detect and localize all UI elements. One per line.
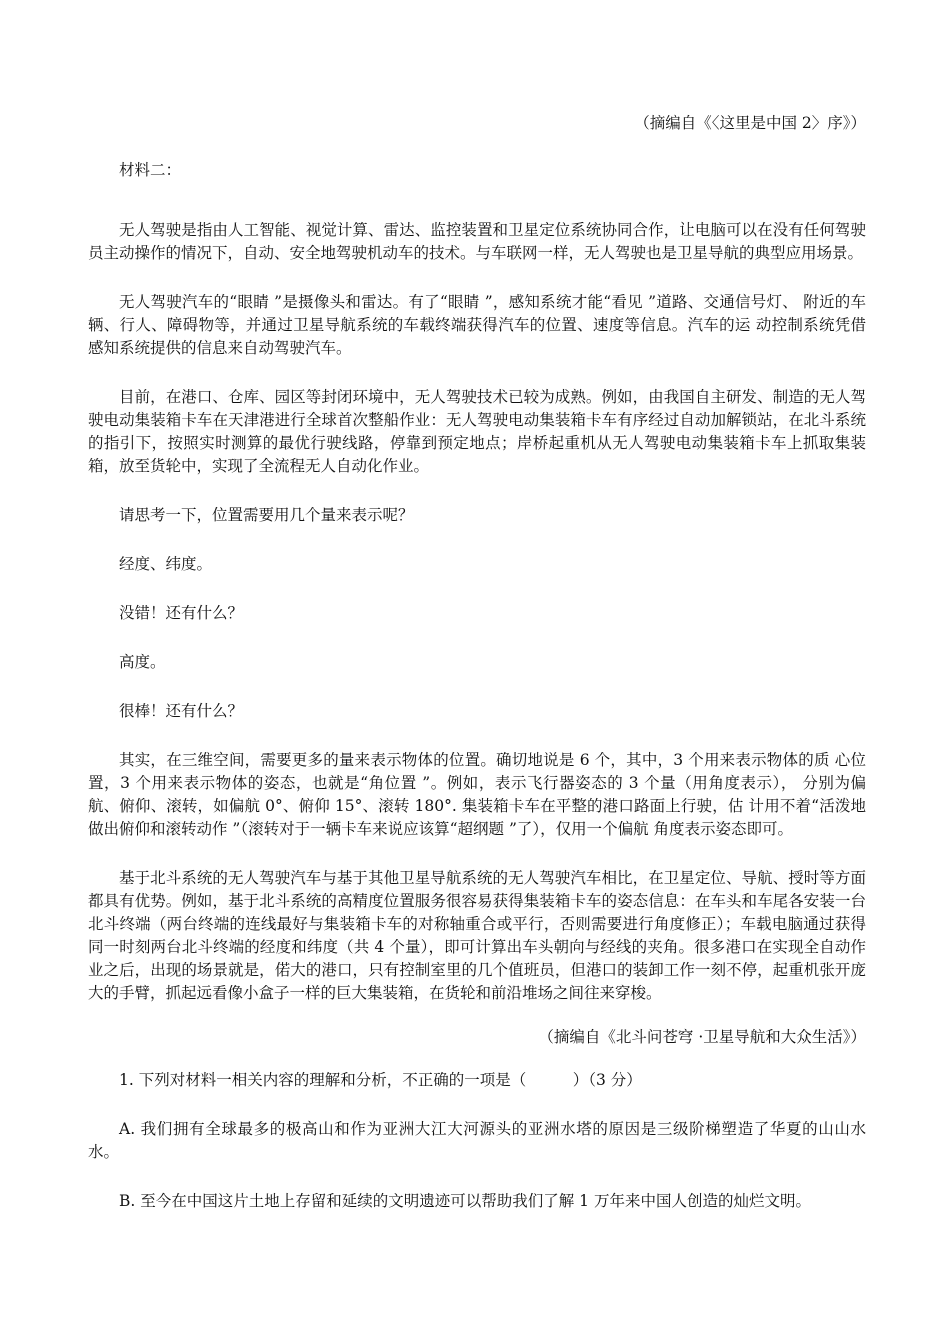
body-paragraph-3: 目前，在港口、仓库、园区等封闭环境中，无人驾驶技术已较为成熟。例如，由我国自主研发、制造的无人驾驶电动集装箱卡车在天津港进行全球首次整船作业：无人驾驶电动集装箱卡车有序经过自动加解锁站，在北斗系统的指引下，按照实时测算的最优行驶线路，停靠到预定地点；岸桥起重机从无人驾驶电动集装箱卡车上抓取集装箱，放至货轮中，实现了全流程无人自动化作业。 bbox=[88, 388, 866, 475]
body-paragraph-2: 无人驾驶汽车的“眼睛 ”是摄像头和雷达。有了“眼睛 ”，感知系统才能“看见 ”道路、交通信号灯、 附近的车辆、行人、障碍物等，并通过卫星导航系统的车载终端获得汽车的位置、速度等信息。汽车的运 动控制系统凭借感知系统提供的信息来自动驾驶汽车。 bbox=[88, 293, 866, 357]
dialogue-line-4: 高度。 bbox=[119, 653, 166, 671]
dialogue-line-5: 很棒！还有什么？ bbox=[119, 702, 244, 720]
source-citation-2: （摘编自《北斗问苍穹 ·卫星导航和大众生活》） bbox=[538, 1028, 866, 1046]
material-2-heading: 材料二： bbox=[119, 161, 182, 179]
dialogue-line-1: 请思考一下，位置需要用几个量来表示呢？ bbox=[119, 506, 414, 524]
document-page bbox=[88, 112, 866, 1213]
dialogue-line-3: 没错！还有什么？ bbox=[119, 604, 244, 622]
dialogue-line-2: 经度、纬度。 bbox=[119, 555, 213, 573]
body-paragraph-4: 其实，在三维空间，需要更多的量来表示物体的位置。确切地说是 6 个，其中，3 个用来表示物体的质 心位置，3 个用来表示物体的姿态，也就是“角位置 ”。例如，表示飞行器姿态的 3 个量（用角度表示）， 分别为偏航、俯仰、滚转，如偏航 0°、俯仰 15°、滚转 180°. 集装箱卡车在平整的港口路面上行驶，估 计用不着“活泼地做出俯仰和滚转动作 ”（滚转对于一辆卡车来说应该算“超纲题 ”了），仅用一个偏航 角度表示姿态即可。 bbox=[88, 751, 866, 838]
question-1: 1. 下列对材料一相关内容的理解和分析，不正确的一项是（ ）（3 分） bbox=[119, 1071, 642, 1089]
option-a: A. 我们拥有全球最多的极高山和作为亚洲大江大河源头的亚洲水塔的原因是三级阶梯塑造了华夏的山山水水。 bbox=[88, 1120, 866, 1161]
option-b: B. 至今在中国这片土地上存留和延续的文明遗迹可以帮助我们了解 1 万年来中国人创造的灿烂文明。 bbox=[119, 1192, 811, 1210]
body-paragraph-5: 基于北斗系统的无人驾驶汽车与基于其他卫星导航系统的无人驾驶汽车相比，在卫星定位、导航、授时等方面都具有优势。例如，基于北斗系统的高精度位置服务很容易获得集装箱卡车的姿态信息：在车头和车尾各安装一台北斗终端（两台终端的连线最好与集装箱卡车的对称轴重合或平行，否则需要进行角度修正）；车载电脑通过获得同一时刻两台北斗终端的经度和纬度（共 4 个量），即可计算出车头朝向与经线的夹角。很多港口在实现全自动作业之后，出现的场景就是，偌大的港口，只有控制室里的几个值班员，但港口的装卸工作一刻不停，起重机张开庞大的手臂，抓起远看像小盒子一样的巨大集装箱，在货轮和前沿堆场之间往来穿梭。 bbox=[88, 869, 866, 1002]
body-paragraph-1: 无人驾驶是指由人工智能、视觉计算、雷达、监控装置和卫星定位系统协同合作，让电脑可以在没有任何驾驶员主动操作的情况下，自动、安全地驾驶机动车的技术。与车联网一样，无人驾驶也是卫星导航的典型应用场景。 bbox=[88, 221, 866, 262]
source-citation-1: （摘编自《〈这里是中国 2〉序》） bbox=[634, 114, 866, 132]
